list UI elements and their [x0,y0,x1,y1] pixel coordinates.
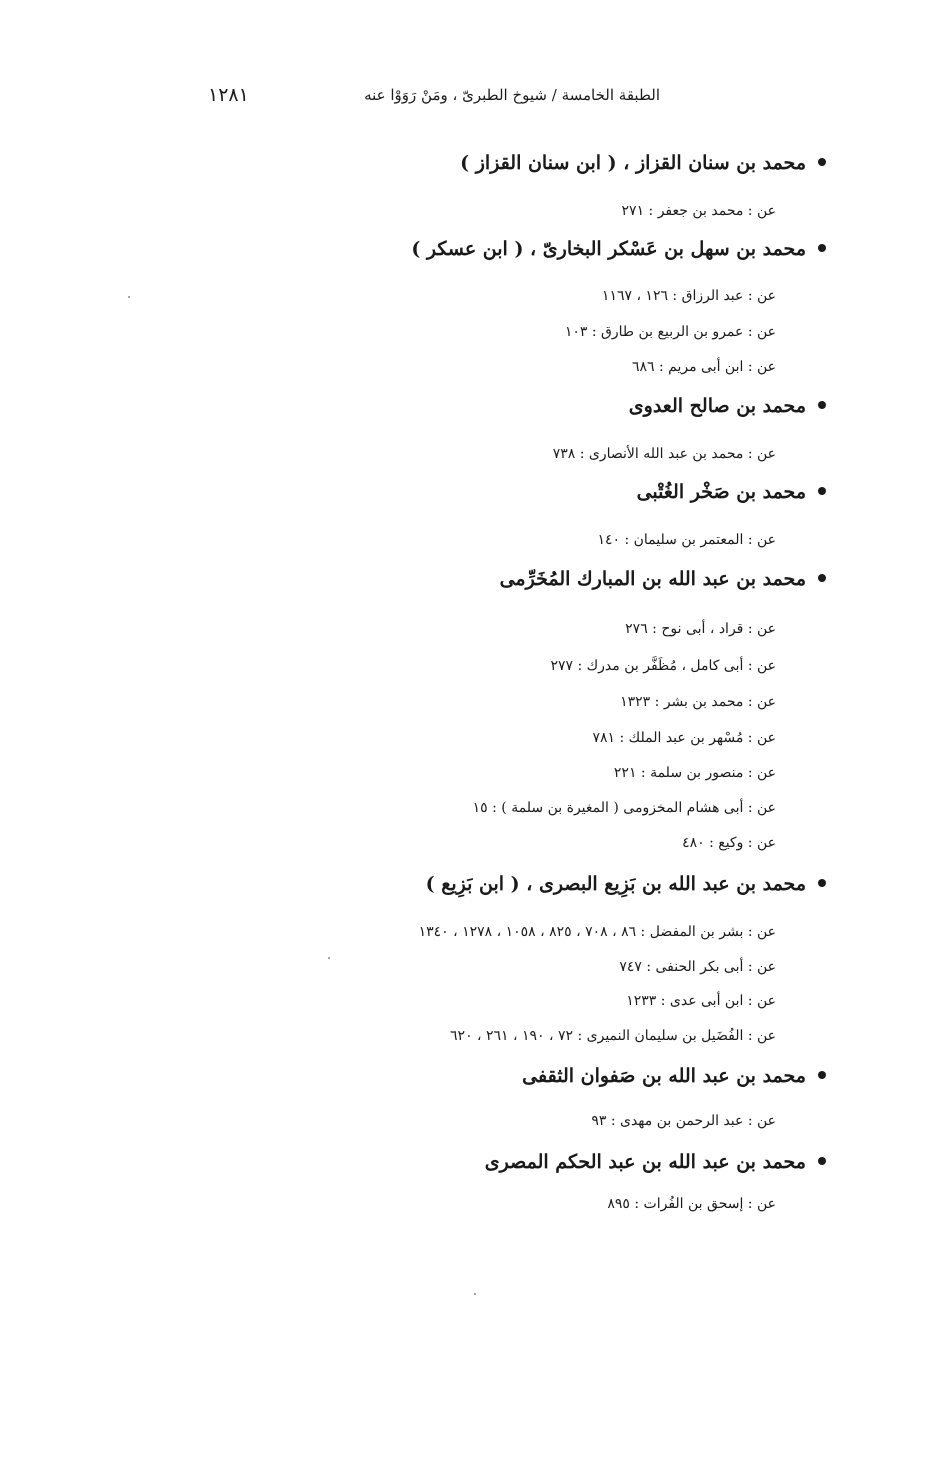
bullet-icon [818,1071,826,1079]
citation-line: عن : ابن أبى عدى : ١٢٣٣ [626,993,776,1009]
page-number: ١٢٨١ [208,84,249,106]
scan-speck [328,957,330,959]
citation-line: عن : ابن أبى مريم : ٦٨٦ [631,359,776,375]
narrator-name: محمد بن عبد الله بن بَزِيع البصرى ، ( ابن بَزِيع ) [425,873,806,895]
citation-line: عن : محمد بن عبد الله الأنصارى : ٧٣٨ [552,446,776,462]
citation-line: عن : عبد الرحمن بن مهدى : ٩٣ [591,1113,776,1129]
scan-speck [128,296,130,298]
entry-heading [522,1065,826,1087]
citation-line: عن : قراد ، أبى نوح : ٢٧٦ [625,621,776,637]
bullet-icon [818,879,826,887]
entry-heading [629,395,826,417]
citation-line: عن : المعتمر بن سليمان : ١٤٠ [597,532,776,548]
citation-line: عن : مُسْهر بن عبد الملك : ٧٨١ [592,730,776,746]
entry-heading [460,152,826,174]
citation-line: عن : أبى كامل ، مُظَفَّر بن مدرك : ٢٧٧ [550,658,776,674]
citation-line: عن : منصور بن سلمة : ٢٢١ [613,765,776,781]
citation-line: عن : محمد بن جعفر : ٢٧١ [621,203,776,219]
citation-line: عن : وكيع : ٤٨٠ [682,835,776,851]
citation-line: عن : عبد الرزاق : ١٢٦ ، ١١٦٧ [601,288,776,304]
running-header [200,82,660,112]
narrator-name: محمد بن سنان القزاز ، ( ابن سنان القزاز ) [460,152,806,174]
citation-line: عن : بشر بن المفضل : ٨٦ ، ٧٠٨ ، ٨٢٥ ، ١٠٥٨ ، ١٢٧٨ ، ١٣٤٠ [418,924,776,940]
header-title: الطبقة الخامسة / شيوخ الطبرىّ ، ومَنْ رَوَوْا عنه [364,86,660,104]
entry-heading [637,481,826,503]
bullet-icon [818,487,826,495]
narrator-name: محمد بن صالح العدوى [628,395,806,417]
bullet-icon [818,244,826,252]
entry-heading [411,238,826,260]
citation-line: عن : إسحق بن الفُرات : ٨٩٥ [607,1196,776,1212]
entry-heading [500,568,826,590]
citation-line: عن : أبى بكر الحنفى : ٧٤٧ [619,959,776,975]
citation-line: عن : محمد بن بشر : ١٣٢٣ [620,694,776,710]
bullet-icon [818,158,826,166]
entry-heading [426,873,826,895]
narrator-name: محمد بن سهل بن عَسْكر البخارىّ ، ( ابن عسكر ) [411,238,806,260]
bullet-icon [818,401,826,409]
entry-heading [485,1151,826,1173]
narrator-name: محمد بن عبد الله بن عبد الحكم المصرى [484,1151,806,1173]
narrator-name: محمد بن عبد الله بن المبارك المُخَرِّمى [499,568,806,590]
citation-line: عن : الفُضَيل بن سليمان النميرى : ٧٢ ، ١٩٠ ، ٢٦١ ، ٦٢٠ [450,1028,776,1044]
citation-line: عن : أبى هشام المخزومى ( المغيرة بن سلمة ) : ١٥ [472,800,776,816]
narrator-name: محمد بن صَخْر الغُتْبى [636,481,806,503]
narrator-name: محمد بن عبد الله بن صَفوان الثقفى [522,1065,806,1087]
bullet-icon [818,574,826,582]
citation-line: عن : عمرو بن الربيع بن طارق : ١٠٣ [564,324,776,340]
scan-speck [474,1293,476,1295]
bullet-icon [818,1157,826,1165]
